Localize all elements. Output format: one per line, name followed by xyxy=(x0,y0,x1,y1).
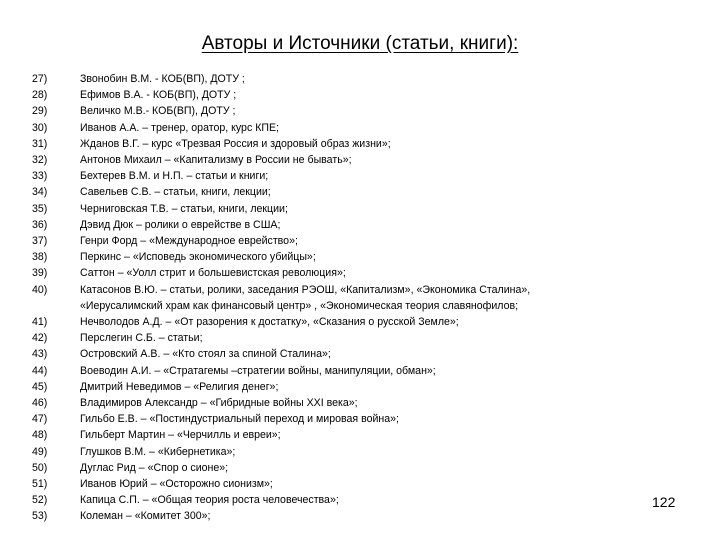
list-item xyxy=(32,444,672,460)
list-item-line: Дмитрий Неведимов – «Религия денег»; xyxy=(80,380,279,393)
list-item xyxy=(32,427,672,443)
list-item xyxy=(32,168,672,184)
sources-list xyxy=(32,71,672,525)
list-item-text xyxy=(80,411,672,427)
list-item-number: 44) xyxy=(32,364,48,377)
list-item-line: Жданов В.Г. – курс «Трезвая Россия и здоровый образ жизни»; xyxy=(80,137,391,150)
list-item-line: Колеман – «Комитет 300»; xyxy=(80,510,211,523)
list-item-text xyxy=(80,460,672,476)
list-item-line: Величко М.В.- КОБ(ВП), ДОТУ ; xyxy=(80,105,236,118)
list-item-number: 49) xyxy=(32,445,48,458)
list-item xyxy=(32,508,672,524)
list-item-number: 27) xyxy=(32,73,48,85)
list-item xyxy=(32,492,672,508)
list-item xyxy=(32,282,672,314)
list-item-number: 30) xyxy=(32,121,48,134)
list-item-text xyxy=(80,476,672,492)
list-item-line: Савельев С.В. – статьи, книги, лекции; xyxy=(80,186,271,199)
list-item-text xyxy=(80,87,672,103)
list-item-text xyxy=(80,330,672,346)
list-item-line: Капица С.П. – «Общая теория роста человечества»; xyxy=(80,494,339,507)
list-item-number: 42) xyxy=(32,332,48,345)
list-item-number: 40) xyxy=(32,283,48,296)
list-item xyxy=(32,87,672,103)
list-item-text xyxy=(80,314,672,330)
list-item-line: Иванов Юрий – «Осторожно сионизм»; xyxy=(80,478,273,491)
list-item xyxy=(32,346,672,362)
list-item xyxy=(32,314,672,330)
list-item xyxy=(32,363,672,379)
list-item-line: Антонов Михаил – «Капитализму в России не бывать»; xyxy=(80,154,352,167)
list-item-number: 43) xyxy=(32,348,48,361)
list-item-line: Черниговская Т.В. – статьи, книги, лекции; xyxy=(80,202,288,215)
list-item-number: 45) xyxy=(32,380,48,393)
list-item-line: Дэвид Дюк – ролики о еврействе в США; xyxy=(80,218,281,231)
list-item-text xyxy=(80,427,672,443)
list-item-text xyxy=(80,201,672,217)
list-item-line: Гильбо Е.В. – «Постиндустриальный переход и мировая война»; xyxy=(80,413,399,426)
list-item-line: Ефимов В.А. - КОБ(ВП), ДОТУ ; xyxy=(80,89,237,102)
list-item xyxy=(32,379,672,395)
list-item-text xyxy=(80,71,672,87)
list-item-number: 34) xyxy=(32,186,48,199)
list-item-number: 41) xyxy=(32,316,48,329)
list-item-text xyxy=(80,346,672,362)
list-item-line: Дуглас Рид – «Спор о сионе»; xyxy=(80,461,229,474)
list-item-number: 48) xyxy=(32,429,48,442)
list-item xyxy=(32,136,672,152)
list-item-line: Бехтерев В.М. и Н.П. – статьи и книги; xyxy=(80,170,269,183)
list-item-line: Островский А.В. – «Кто стоял за спиной Сталина»; xyxy=(80,348,331,361)
list-item xyxy=(32,395,672,411)
list-item-line: Воеводин А.И. – «Стратагемы –стратегии войны, манипуляции, обман»; xyxy=(80,364,436,377)
list-item-line: Гильберт Мартин – «Черчилль и евреи»; xyxy=(80,429,281,442)
list-item xyxy=(32,411,672,427)
list-item-number: 53) xyxy=(32,510,48,523)
list-item-number: 47) xyxy=(32,413,48,426)
list-item-number: 35) xyxy=(32,202,48,215)
list-item-number: 39) xyxy=(32,267,48,280)
list-item-text xyxy=(80,152,672,168)
list-item-line: Нечволодов А.Д. – «От разорения к достатку», «Сказания о русской Земле»; xyxy=(80,316,459,329)
list-item-number: 46) xyxy=(32,397,48,410)
list-item xyxy=(32,103,672,119)
list-item xyxy=(32,217,672,233)
list-item-line: Перслегин С.Б. – статьи; xyxy=(80,332,203,345)
list-item-number: 31) xyxy=(32,137,48,150)
list-item xyxy=(32,249,672,265)
list-item-number: 28) xyxy=(32,89,48,102)
list-item-number: 33) xyxy=(32,170,48,183)
list-item-text xyxy=(80,233,672,249)
list-item-number: 38) xyxy=(32,251,48,264)
list-item-line: Владимиров Александр – «Гибридные войны XXI века»; xyxy=(80,397,358,410)
list-item-number: 50) xyxy=(32,461,48,474)
list-item xyxy=(32,330,672,346)
list-item xyxy=(32,184,672,200)
list-item xyxy=(32,476,672,492)
list-item-line: Глушков В.М. – «Кибернетика»; xyxy=(80,445,236,458)
list-item-text xyxy=(80,444,672,460)
list-item-line: Саттон – «Уолл стрит и большевистская революция»; xyxy=(80,267,346,280)
list-item xyxy=(32,71,672,87)
list-item-text xyxy=(80,217,672,233)
page-title: Авторы и Источники (статьи, книги): xyxy=(201,33,519,54)
list-item-line: Перкинс – «Исповедь экономического убийцы»; xyxy=(80,251,316,264)
list-item-text xyxy=(80,184,672,200)
list-item-text xyxy=(80,363,672,379)
list-item-line: Катасонов В.Ю. – статьи, ролики, заседания РЭОШ, «Капитализм», «Экономика Сталина», xyxy=(80,283,531,296)
list-item-text xyxy=(80,395,672,411)
list-item-number: 29) xyxy=(32,105,48,118)
list-item-text xyxy=(80,508,672,524)
list-item-number: 51) xyxy=(32,478,48,491)
list-item-text xyxy=(80,136,672,152)
list-item-line: Генри Форд – «Международное еврейство»; xyxy=(80,235,298,248)
list-item-line: «Иерусалимский храм как финансовый центр» , «Экономическая теория славянофилов; xyxy=(80,299,519,312)
page-number: 122 xyxy=(652,494,676,510)
list-item-text xyxy=(80,103,672,119)
list-item-text xyxy=(80,379,672,395)
list-item-text xyxy=(80,249,672,265)
list-item-number: 37) xyxy=(32,235,48,248)
list-item-line: Звонобин В.М. - КОБ(ВП), ДОТУ ; xyxy=(80,73,245,85)
list-item-text xyxy=(80,492,672,508)
list-item xyxy=(32,201,672,217)
list-item xyxy=(32,152,672,168)
list-item xyxy=(32,120,672,136)
list-item-text xyxy=(80,282,672,314)
list-item-text xyxy=(80,265,672,281)
list-item-number: 32) xyxy=(32,154,48,167)
list-item-text xyxy=(80,120,672,136)
list-item xyxy=(32,233,672,249)
list-item-number: 36) xyxy=(32,218,48,231)
list-item xyxy=(32,460,672,476)
list-item-text xyxy=(80,168,672,184)
list-item-number: 52) xyxy=(32,494,48,507)
list-item xyxy=(32,265,672,281)
list-item-line: Иванов А.А. – тренер, оратор, курс КПЕ; xyxy=(80,121,279,134)
